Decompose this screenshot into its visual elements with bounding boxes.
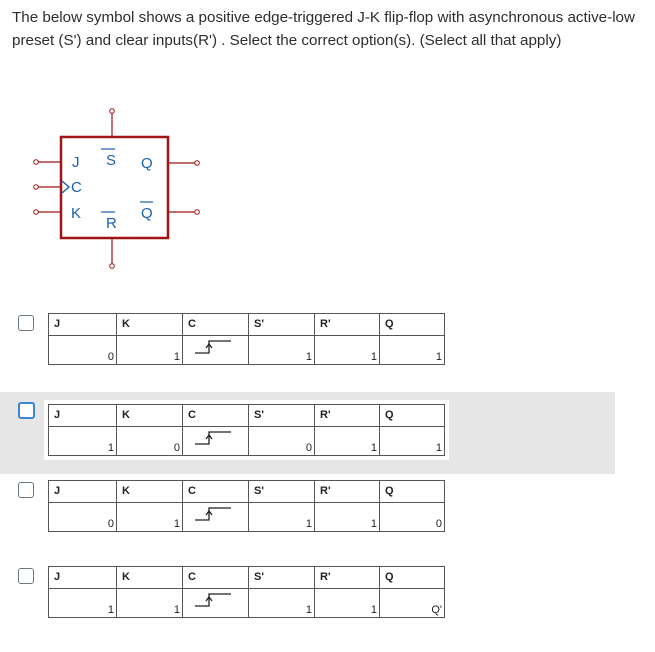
value-cell bbox=[380, 336, 445, 365]
header-label: C bbox=[188, 409, 196, 421]
header-cell bbox=[117, 481, 183, 503]
cell-value: 1 bbox=[370, 604, 377, 616]
header-label: K bbox=[122, 318, 130, 330]
cell-value: Q' bbox=[431, 604, 442, 616]
header-cell bbox=[249, 314, 315, 336]
cell-value: 1 bbox=[107, 442, 114, 454]
cell-value: 1 bbox=[370, 518, 377, 530]
value-cell bbox=[117, 336, 183, 365]
value-cell bbox=[249, 427, 315, 456]
header-cell bbox=[49, 314, 117, 336]
cell-value: 0 bbox=[435, 518, 442, 530]
cell-value: 1 bbox=[173, 518, 180, 530]
j-pin-terminal bbox=[34, 160, 39, 165]
answer-option-2[interactable] bbox=[0, 392, 615, 474]
cell-value: 1 bbox=[107, 604, 114, 616]
cell-value: 0 bbox=[107, 518, 114, 530]
c-label: C bbox=[71, 179, 82, 196]
truth-table bbox=[48, 404, 445, 456]
cell-value: 1 bbox=[173, 351, 180, 363]
header-cell bbox=[49, 481, 117, 503]
value-cell bbox=[315, 589, 380, 618]
value-cell bbox=[315, 503, 380, 532]
cell-value: 1 bbox=[435, 351, 442, 363]
value-cell bbox=[380, 427, 445, 456]
s-label: S bbox=[106, 152, 117, 169]
value-cell bbox=[49, 589, 117, 618]
value-cell bbox=[249, 589, 315, 618]
value-cell bbox=[49, 336, 117, 365]
header-label: J bbox=[54, 409, 61, 421]
value-cell bbox=[183, 589, 249, 618]
value-cell bbox=[315, 336, 380, 365]
cell-value: 1 bbox=[305, 351, 312, 363]
qbar-label: Q bbox=[141, 205, 153, 222]
option-checkbox[interactable] bbox=[18, 482, 34, 498]
cell-value: 0 bbox=[173, 442, 180, 454]
header-cell bbox=[183, 481, 249, 503]
header-label: K bbox=[122, 485, 130, 497]
header-label: S' bbox=[254, 571, 264, 583]
header-cell bbox=[117, 567, 183, 589]
rising-edge-icon bbox=[195, 506, 231, 525]
header-label: C bbox=[188, 318, 196, 330]
option-checkbox[interactable] bbox=[18, 568, 34, 584]
cell-value: 0 bbox=[305, 442, 312, 454]
header-label: J bbox=[54, 485, 61, 497]
header-cell bbox=[380, 481, 445, 503]
value-cell bbox=[183, 503, 249, 532]
qbar-pin-terminal bbox=[195, 210, 200, 215]
rising-edge-icon bbox=[195, 592, 231, 611]
k-pin-terminal bbox=[34, 210, 39, 215]
answer-option-1[interactable] bbox=[0, 309, 615, 375]
header-cell bbox=[380, 405, 445, 427]
value-cell bbox=[380, 503, 445, 532]
cell-value: 1 bbox=[370, 442, 377, 454]
header-label: S' bbox=[254, 409, 264, 421]
value-cell bbox=[315, 427, 380, 456]
value-cell bbox=[49, 427, 117, 456]
cell-value: 1 bbox=[305, 518, 312, 530]
header-cell bbox=[183, 567, 249, 589]
header-label: K bbox=[122, 409, 130, 421]
answer-option-4[interactable] bbox=[0, 562, 615, 628]
truth-table bbox=[48, 313, 445, 365]
value-cell bbox=[117, 503, 183, 532]
header-cell bbox=[315, 567, 380, 589]
option-checkbox[interactable] bbox=[18, 315, 34, 331]
cell-value: 1 bbox=[435, 442, 442, 454]
r-label: R bbox=[106, 215, 117, 232]
q-pin-terminal bbox=[195, 161, 200, 166]
header-cell bbox=[117, 314, 183, 336]
header-label: J bbox=[54, 571, 61, 583]
header-cell bbox=[49, 567, 117, 589]
header-label: S' bbox=[254, 485, 264, 497]
q-label: Q bbox=[141, 155, 153, 172]
value-cell bbox=[183, 336, 249, 365]
header-cell bbox=[249, 567, 315, 589]
rising-edge-icon bbox=[195, 339, 231, 358]
header-cell bbox=[315, 405, 380, 427]
cell-value: 1 bbox=[173, 604, 180, 616]
header-label: R' bbox=[320, 318, 331, 330]
header-label: Q bbox=[385, 318, 394, 330]
j-label: J bbox=[72, 154, 80, 171]
value-cell bbox=[49, 503, 117, 532]
truth-table bbox=[48, 480, 445, 532]
header-label: K bbox=[122, 571, 130, 583]
header-cell bbox=[49, 405, 117, 427]
truth-table bbox=[48, 566, 445, 618]
header-label: R' bbox=[320, 485, 331, 497]
header-cell bbox=[380, 567, 445, 589]
header-label: S' bbox=[254, 318, 264, 330]
header-cell bbox=[249, 481, 315, 503]
cell-value: 0 bbox=[107, 351, 114, 363]
header-cell bbox=[315, 481, 380, 503]
rising-edge-icon bbox=[195, 430, 231, 449]
header-label: C bbox=[188, 571, 196, 583]
header-cell bbox=[117, 405, 183, 427]
cell-value: 1 bbox=[305, 604, 312, 616]
header-label: C bbox=[188, 485, 196, 497]
header-cell bbox=[183, 314, 249, 336]
header-label: R' bbox=[320, 409, 331, 421]
header-label: J bbox=[54, 318, 61, 330]
c-pin-terminal bbox=[34, 185, 39, 190]
preset-pin-terminal bbox=[110, 109, 115, 114]
clear-pin-terminal bbox=[110, 264, 115, 269]
k-label: K bbox=[71, 205, 82, 222]
header-label: Q bbox=[385, 485, 394, 497]
cell-value: 1 bbox=[370, 351, 377, 363]
header-cell bbox=[249, 405, 315, 427]
jk-flip-flop-diagram bbox=[0, 95, 230, 285]
header-cell bbox=[380, 314, 445, 336]
header-label: Q bbox=[385, 571, 394, 583]
value-cell bbox=[183, 427, 249, 456]
option-checkbox[interactable] bbox=[18, 402, 35, 419]
value-cell bbox=[249, 503, 315, 532]
header-label: Q bbox=[385, 409, 394, 421]
value-cell bbox=[380, 589, 445, 618]
header-label: R' bbox=[320, 571, 331, 583]
header-cell bbox=[183, 405, 249, 427]
header-cell bbox=[315, 314, 380, 336]
question-text: The below symbol shows a positive edge-triggered J-K flip-flop with asynchronous active-low preset (S') and clear inputs(R') . Select the correct option(s). (Select all that apply) bbox=[12, 9, 635, 49]
value-cell bbox=[117, 427, 183, 456]
value-cell bbox=[249, 336, 315, 365]
answer-option-3[interactable] bbox=[0, 476, 615, 542]
value-cell bbox=[117, 589, 183, 618]
